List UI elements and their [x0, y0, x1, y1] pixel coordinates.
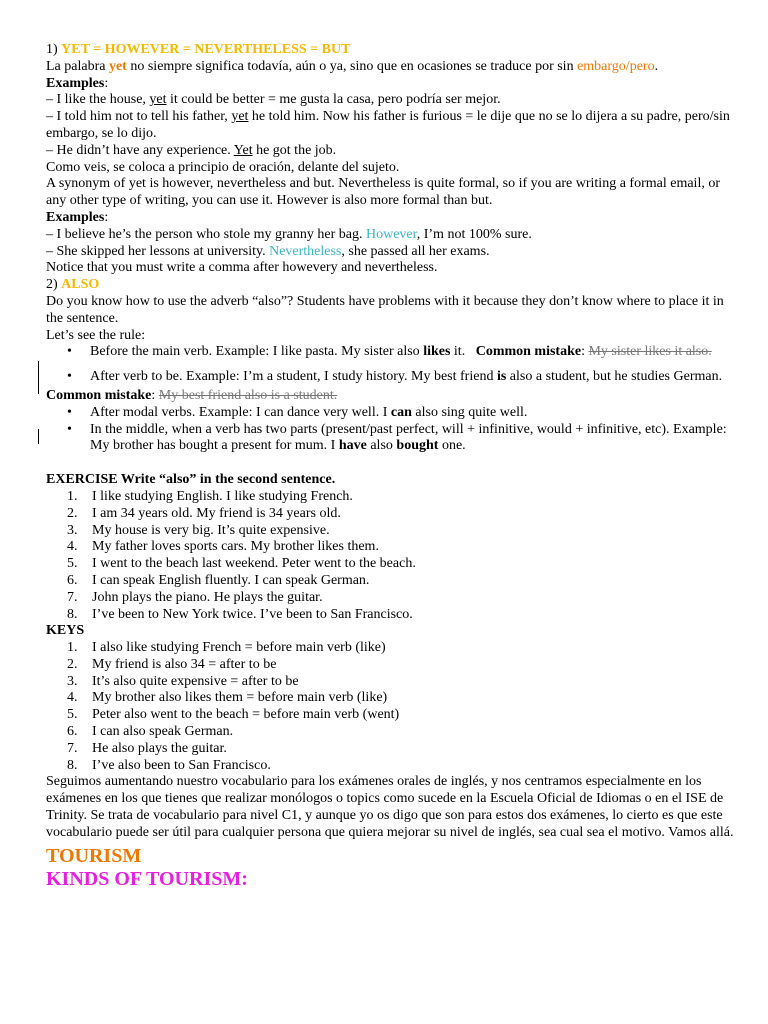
keys-list: [46, 640, 736, 774]
key-item: 2. My friend is also 34 = after to be: [67, 656, 277, 672]
common-mistake-label: Common mistake: [46, 387, 152, 403]
examples-label: Examples:: [46, 75, 109, 91]
translation-highlight: embargo/pero: [577, 58, 655, 74]
wrong-example: My sister likes it also.: [588, 344, 712, 360]
exercise-item: 8. I’ve been to New York twice. I’ve been to San Francisco.: [67, 606, 413, 622]
exercise-item: 2. I am 34 years old. My friend is 34 years old.: [67, 505, 341, 521]
example-line: – She skipped her lessons at university. Nevertheless, she passed all her exams.: [46, 243, 490, 259]
keyword-yet: yet: [108, 58, 127, 74]
rule-list: [46, 344, 736, 386]
rule-list: [46, 405, 736, 455]
notice-line: Notice that you must write a comma after howevery and nevertheless.: [46, 260, 438, 276]
tourism-heading: TOURISM: [46, 844, 142, 867]
examples-label: Examples:: [46, 209, 109, 225]
keys-title: KEYS: [46, 623, 85, 639]
section-2-heading: 2) ALSO: [46, 277, 100, 293]
section-2-title: ALSO: [61, 277, 100, 293]
rule-item: • After modal verbs. Example: I can dance very well. I can also sing quite well.: [90, 405, 736, 422]
exercise-item: 6. I can speak English fluently. I can speak German.: [67, 572, 370, 588]
rule-item: • After verb to be. Example: I’m a student, I study history. My best friend is also a student, but he studies German.: [90, 369, 736, 386]
wrong-example: My best friend also is a student.: [158, 387, 338, 403]
spacer: [46, 455, 736, 472]
common-mistake-label: Common mistake: [475, 344, 582, 360]
exercise-list: [46, 489, 736, 623]
key-item: 5. Peter also went to the beach = before main verb (went): [67, 707, 400, 723]
example-line: – I believe he’s the person who stole my granny her bag. However, I’m not 100% sure.: [46, 226, 532, 242]
exercise-item: 3. My house is very big. It’s quite expensive.: [67, 522, 330, 538]
key-item: 7. He also plays the guitar.: [67, 740, 227, 756]
paragraph-rule: Let’s see the rule:: [46, 327, 146, 343]
exercise-title: EXERCISE Write “also” in the second sentence.: [46, 472, 336, 488]
rule-item: • Before the main verb. Example: I like pasta. My sister also likes it. Common mistake: My sister likes it also.: [90, 344, 736, 361]
paragraph-question: Do you know how to use the adverb “also”? Students have problems with it because they don’t know where to place it in the sentence.: [46, 293, 724, 326]
key-item: 3. It’s also quite expensive = after to be: [67, 673, 299, 689]
example-line: – I like the house, yet it could be better = me gusta la casa, pero podría ser mejor.: [46, 92, 501, 108]
rule-item: • In the middle, when a verb has two parts (present/past perfect, will + infinitive, would + infinitive, etc). Example: My brother has bought a present for mum. I have also bought one.: [90, 422, 736, 456]
paragraph-synonym: A synonym of yet is however, nevertheless and but. Nevertheless is quite formal, so if you are writing a formal email, or any other type of writing, you can use it. However is also more formal than but.: [46, 176, 720, 209]
document-body: [46, 42, 736, 891]
key-item: 1. I also like studying French = before main verb (like): [67, 640, 386, 656]
change-bar: [38, 429, 39, 444]
section-1-heading: 1) YET = HOWEVER = NEVERTHELESS = BUT: [46, 42, 351, 57]
key-item: 6. I can also speak German.: [67, 724, 234, 740]
key-item: 8. I’ve also been to San Francisco.: [67, 757, 271, 773]
exercise-item: 1. I like studying English. I like studying French.: [67, 488, 353, 504]
change-bar: [38, 361, 39, 394]
common-mistake-line: Common mistake: My best friend also is a student.: [46, 387, 338, 403]
paragraph-como: Como veis, se coloca a principio de oración, delante del sujeto.: [46, 159, 400, 175]
section-1-title: YET = HOWEVER = NEVERTHELESS = BUT: [61, 42, 351, 57]
exercise-item: 5. I went to the beach last weekend. Peter went to the beach.: [67, 556, 416, 572]
exercise-item: 4. My father loves sports cars. My brother likes them.: [67, 539, 379, 555]
kinds-of-tourism-heading: KINDS OF TOURISM:: [46, 867, 248, 890]
example-line: – He didn’t have any experience. Yet he got the job.: [46, 142, 337, 158]
intro-paragraph: La palabra yet no siempre significa todavía, aún o ya, sino que en ocasiones se traduce por sin embargo/pero.: [46, 58, 659, 74]
example-line: – I told him not to tell his father, yet he told him. Now his father is furious = le dije que no se lo dijera a su padre, pero/sin embargo, se lo dijo.: [46, 109, 730, 141]
exercise-item: 7. John plays the piano. He plays the guitar.: [67, 589, 323, 605]
key-item: 4. My brother also likes them = before main verb (like): [67, 690, 388, 706]
closing-paragraph: Seguimos aumentando nuestro vocabulario para los exámenes orales de inglés, y nos centramos especialmente en los exámenes en los que tienes que realizar monólogos o topics como sucede en la Escuela Oficial de Idiomas o en el ISE de Trinity. Se trata de vocabulario para nivel C1, y aunque yo os digo que son para estos dos exámenes, lo cierto es que este vocabulario puede ser útil para cualquier persona que quiera mejorar su nivel de inglés, sea cual sea el motivo. Vamos allá.: [46, 774, 734, 840]
